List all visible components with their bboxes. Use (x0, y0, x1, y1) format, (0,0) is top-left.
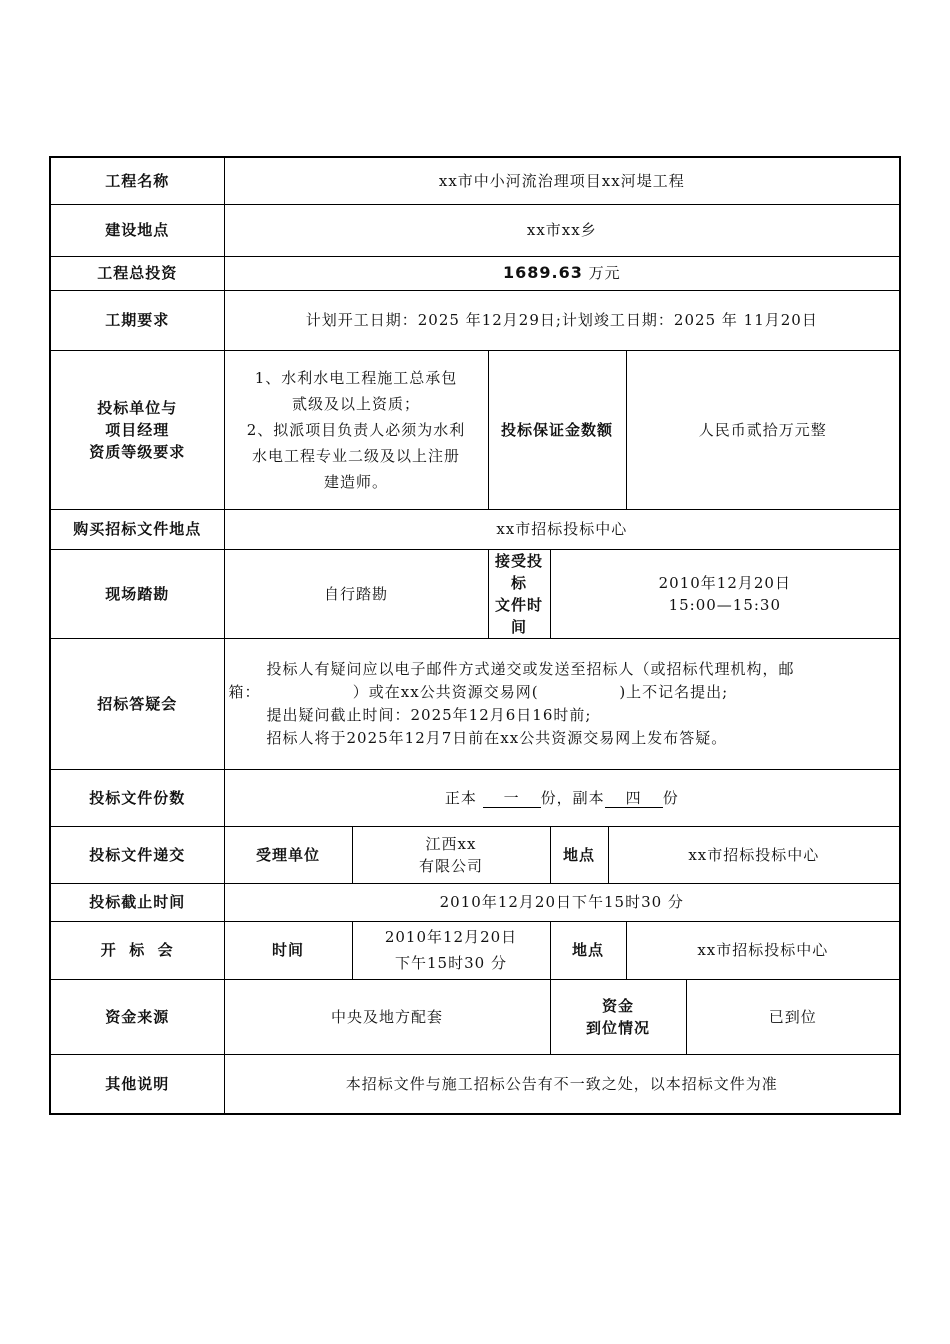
row-schedule (50, 290, 900, 350)
other-label: 其他说明 (50, 1054, 224, 1114)
qualification-label-line: 投标单位与 (97, 398, 178, 417)
receiver-value (352, 826, 550, 883)
receiver-line: 有限公司 (418, 856, 483, 875)
funding-status-label (550, 979, 686, 1054)
qualification-text-line: 贰级及以上资质； (291, 394, 420, 413)
funding-status-label-line: 到位情况 (585, 1018, 650, 1037)
funding-value: 中央及地方配套 (224, 979, 550, 1054)
investment-amount: 1689.63 (502, 263, 583, 282)
delivery-place-value: xx市招标投标中心 (608, 826, 900, 883)
schedule-value: 计划开工日期：2025 年12月29日;计划竣工日期：2025 年 11月20日 (224, 290, 900, 350)
qualification-text-line: 2、拟派项目负责人必须为水利 (246, 420, 466, 439)
purchase-label: 购买招标文件地点 (50, 509, 224, 549)
opening-time-line: 下午15时30 分 (395, 954, 507, 972)
site-visit-value: 自行踏勘 (224, 549, 488, 638)
qualification-text-line: 水电工程专业二级及以上注册 (251, 446, 460, 465)
original-prefix: 正本 (444, 788, 477, 807)
row-copies (50, 769, 900, 826)
receive-time-line: 2010年12月20日 (658, 573, 791, 592)
row-deadline (50, 883, 900, 921)
funding-status-label-line: 资金 (601, 996, 634, 1015)
qa-line: 招标人将于2025年12月7日前在xx公共资源交易网上发布答疑。 (266, 728, 728, 747)
row-funding (50, 979, 900, 1054)
purchase-value: xx市招标投标中心 (224, 509, 900, 549)
row-investment (50, 256, 900, 290)
copy-count: 四 (605, 789, 663, 808)
schedule-label: 工期要求 (50, 290, 224, 350)
qualification-text (224, 350, 488, 509)
row-qualification (50, 350, 900, 509)
project-name-label: 工程名称 (50, 157, 224, 204)
qa-line: 提出疑问截止时间：2025年12月6日16时前; (266, 705, 592, 724)
bid-info-table (49, 156, 901, 1115)
qa-line: 投标人有疑问应以电子邮件方式递交或发送至招标人（或招标代理机构，邮 (266, 659, 795, 678)
row-location (50, 204, 900, 256)
deposit-label: 投标保证金数额 (488, 350, 626, 509)
row-opening (50, 921, 900, 979)
investment-label: 工程总投资 (50, 256, 224, 290)
row-qa (50, 638, 900, 769)
qualification-label-line: 项目经理 (105, 420, 170, 439)
site-visit-label: 现场踏勘 (50, 549, 224, 638)
opening-place-label: 地点 (550, 921, 626, 979)
opening-label: 开 标 会 (50, 921, 224, 979)
copies-suffix: 份 (662, 788, 679, 807)
funding-label: 资金来源 (50, 979, 224, 1054)
qa-line: 箱： ）或在xx公共资源交易网( )上不记名提出; (228, 682, 729, 701)
qualification-text-line: 1、水利水电工程施工总承包 (254, 368, 458, 387)
qualification-label (50, 350, 224, 509)
delivery-place-label: 地点 (550, 826, 608, 883)
receive-time-label-line: 接受投标 (494, 551, 543, 592)
receive-time-label (488, 549, 550, 638)
project-name-value: xx市中小河流治理项目xx河堤工程 (224, 157, 900, 204)
copies-value (224, 769, 900, 826)
location-value: xx市xx乡 (224, 204, 900, 256)
delivery-label: 投标文件递交 (50, 826, 224, 883)
copies-mid: 份，副本 (540, 788, 605, 807)
receive-time-line: 15:00—15:30 (668, 595, 782, 614)
funding-status-value: 已到位 (686, 979, 900, 1054)
row-delivery (50, 826, 900, 883)
qualification-label-line: 资质等级要求 (89, 442, 186, 461)
deposit-value: 人民币贰拾万元整 (626, 350, 900, 509)
investment-value (224, 256, 900, 290)
receive-time-label-line: 文件时间 (494, 595, 543, 636)
opening-time-value (352, 921, 550, 979)
deadline-value: 2010年12月20日下午15时30 分 (224, 883, 900, 921)
row-project-name (50, 157, 900, 204)
opening-place-value: xx市招标投标中心 (626, 921, 900, 979)
receiver-label: 受理单位 (224, 826, 352, 883)
row-other (50, 1054, 900, 1114)
qa-label: 招标答疑会 (50, 638, 224, 769)
row-purchase (50, 509, 900, 549)
copies-label: 投标文件份数 (50, 769, 224, 826)
original-count: 一 (483, 789, 541, 808)
receiver-line: 江西xx (425, 834, 477, 853)
deadline-label: 投标截止时间 (50, 883, 224, 921)
opening-time-label: 时间 (224, 921, 352, 979)
investment-unit: 万元 (588, 264, 621, 282)
qualification-text-line: 建造师。 (323, 472, 388, 491)
location-label: 建设地点 (50, 204, 224, 256)
other-value: 本招标文件与施工招标公告有不一致之处，以本招标文件为准 (224, 1054, 900, 1114)
receive-time-value (550, 549, 900, 638)
qa-text (224, 638, 900, 769)
opening-time-line: 2010年12月20日 (384, 928, 518, 946)
row-site-visit (50, 549, 900, 638)
